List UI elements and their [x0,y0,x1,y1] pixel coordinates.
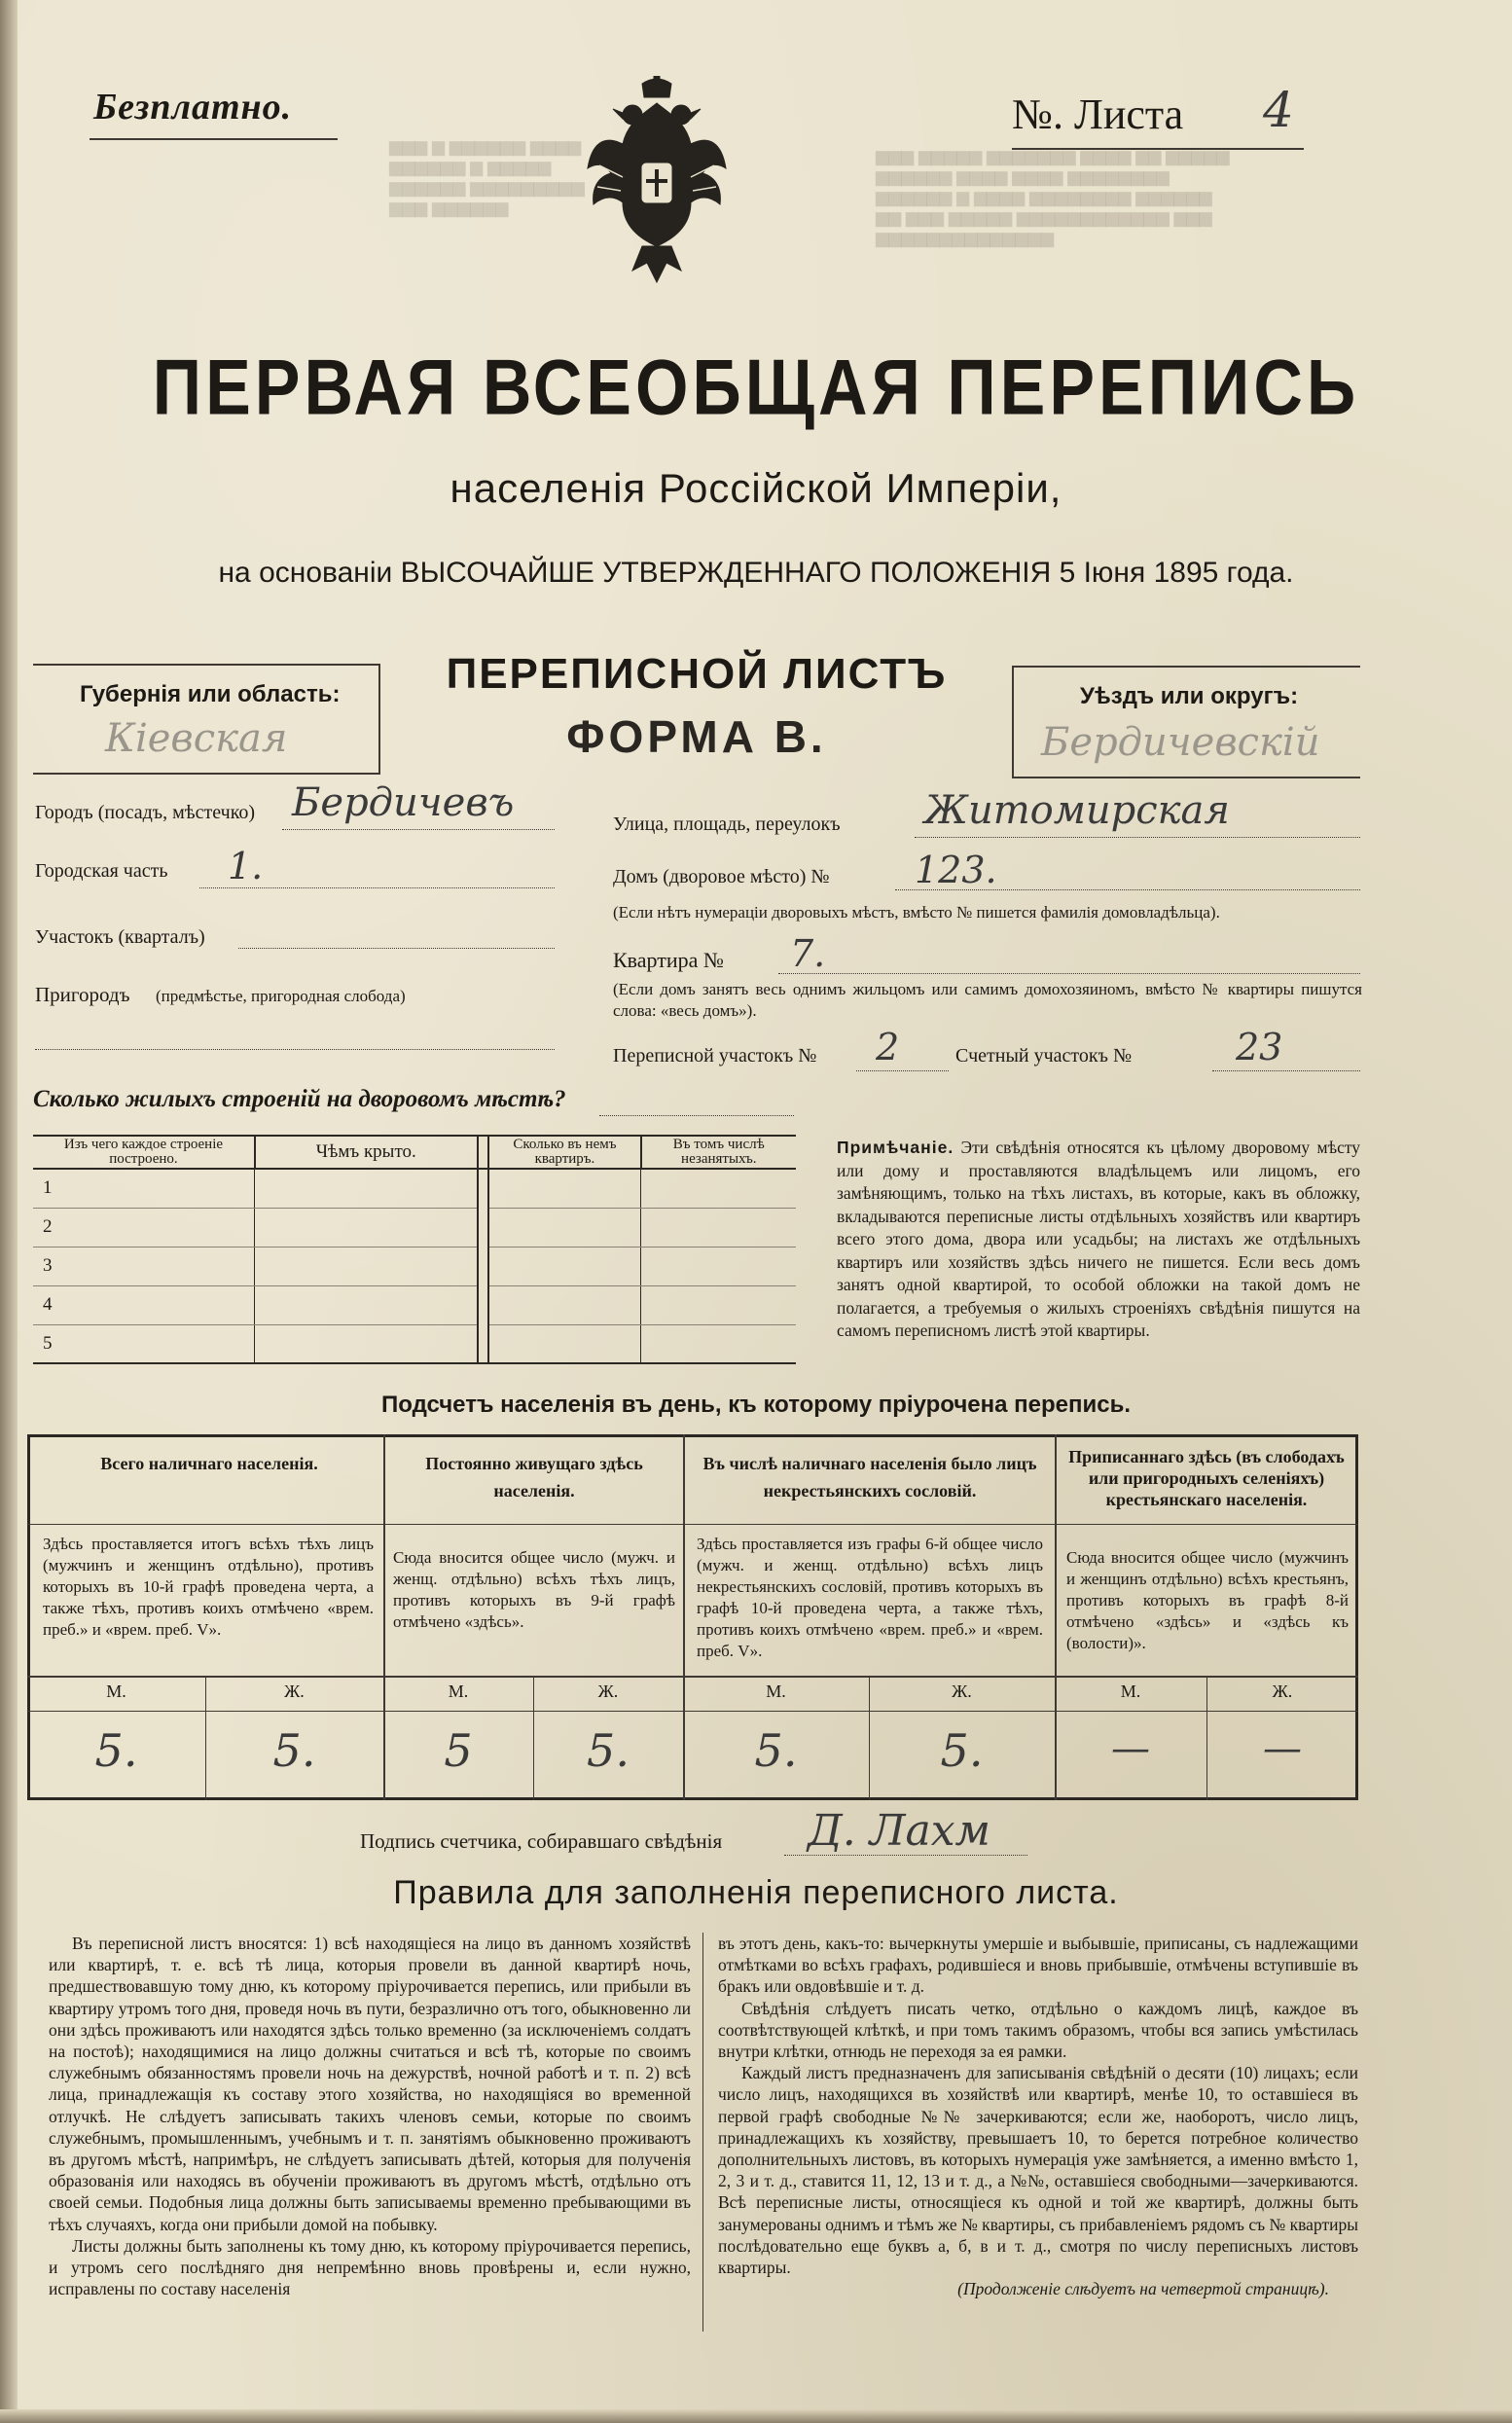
apartment-line [778,973,1360,974]
summary-col-3-male-value: 5. [754,1724,798,1777]
summary-mf-rule [27,1711,1358,1712]
apartment-label: Квартира № [613,948,724,972]
summary-col-3-female-value: 5. [940,1724,984,1777]
house-note: (Если нѣтъ нумераціи дворовыхъ мѣстъ, вмѣсто № пишется фамилія домовладѣльца). [613,903,1220,922]
summary-col-2-male-value: 5 [444,1724,473,1777]
summary-head-rule [27,1524,1358,1525]
street-value: Житомирская [924,788,1230,833]
summary-col-4-male-value: — [1111,1726,1150,1771]
rules-continued: (Продолженіе слѣдуетъ на четвертой страницѣ). [957,2279,1329,2299]
buildings-col-material: Изъ чего каждое строеніе построено. [33,1136,255,1169]
summary-col-2-female-label: Ж. [597,1682,619,1701]
buildings-row-3: 3 [33,1247,255,1285]
buildings-question: Сколько жилыхъ строеній на дворовомъ мѣстѣ? [33,1086,566,1112]
uezd-value: Бердичевскій [1041,720,1320,765]
summary-col-1-male-label: М. [106,1682,126,1701]
city-part-label: Городская часть [35,860,168,882]
suburb-note: (предмѣстье, пригородная слобода) [156,987,406,1005]
summary-col-1-male-value: 5. [94,1724,138,1777]
city-part-line [199,887,555,888]
buildings-col-apartments: Сколько въ немъ квартиръ. [488,1136,640,1169]
house-label: Домъ (дворовое мѣсто) № [613,866,830,887]
summary-col-4-head: Приписаннаго здѣсь (въ слободахъ или пригородныхъ селеніяхъ) крестьянскаго населенія. [1068,1447,1345,1509]
city-label: Городъ (посадъ, мѣстечко) [35,802,256,823]
gubernia-value: Кіевская [105,716,288,761]
buildings-col-roof: Чѣмъ крыто. [255,1136,478,1169]
summary-col-4-female-value: — [1263,1726,1302,1771]
buildings-row-2: 2 [33,1208,255,1247]
uezd-box-bottom [1012,777,1360,778]
gubernia-box-bottom [33,773,380,775]
summary-col-2-female-value: 5. [587,1724,630,1777]
summary-desc-rule [27,1676,1358,1678]
suburb-line [35,1049,555,1050]
summary-col-2-male-label: М. [448,1682,469,1701]
note-title: Примѣчаніе. [837,1138,954,1157]
census-district-line [856,1070,949,1071]
city-value: Бердичевъ [292,780,515,825]
summary-col-1-female-value: 5. [272,1724,316,1777]
sheet-number-value: 4 [1263,82,1294,138]
suburb-label: Пригородъ [35,983,130,1006]
legal-basis: на основаніи ВЫСОЧАЙШЕ УТВЕРЖДЕННАГО ПОЛОЖЕНІЯ 5 Іюня 1895 года. [218,557,1294,589]
count-district-label: Счетный участокъ № [955,1045,1133,1067]
uezd-box-top [1012,666,1360,668]
signature-line [784,1855,1027,1856]
district-line [238,948,555,949]
gubernia-label: Губернія или область: [80,681,341,707]
count-district-line [1212,1070,1360,1071]
sheet-number-label: №. Листа [1012,90,1184,138]
page-subtitle: населенія Россійской Имперіи, [450,465,1062,511]
bleed-through-text: ▆▆▆ ▆▆▆▆▆ ▆▆▆▆▆▆▆ ▆▆▆▆ ▆▆ ▆▆▆▆▆ ▆▆▆▆▆▆ ▆▆▆▆ ▆▆▆▆ ▆▆▆▆▆▆▆▆ ▆▆▆▆▆▆ ▆ ▆▆▆▆ ▆▆▆▆▆▆▆▆ ▆▆▆▆▆▆ ▆▆ ▆▆▆ ▆▆▆▆▆ ▆▆▆▆▆▆▆▆▆▆▆▆ ▆▆▆ ▆▆▆▆▆▆▆▆▆▆▆▆▆▆ [876,147,1230,247]
summary-col-1-head: Всего наличнаго населенія. [100,1454,318,1473]
summary-col-3-female-label: Ж. [952,1682,972,1701]
note-block [837,1137,1360,1343]
summary-col-2-head: Постоянно живущаго здѣсь населенія. [425,1454,643,1501]
census-district-label: Переписной участокъ № [613,1045,817,1067]
count-district-value: 23 [1236,1026,1283,1068]
summary-col-4-desc: Сюда вносится общее число (мужчинъ и женщинъ отдѣльно) всѣхъ крестьянъ, противъ которыхъ въ графѣ 8-й отмѣчено «здѣсь» и «здѣсь къ (волости)». [1066,1548,1349,1652]
signature-value: Д. Лахм [808,1806,990,1856]
sheet-number-underline [1012,148,1304,150]
city-line [282,829,555,830]
street-label: Улица, площадь, переулокъ [613,814,841,835]
city-part-value: 1. [228,845,264,887]
apartment-note: (Если домъ занятъ весь однимъ жильцомъ или самимъ домохозяиномъ, вмѣсто № квартиры пишутся слова: «весь домъ»). [613,980,1362,1020]
summary-col-3-head: Въ числѣ наличнаго населенія было лицъ некрестьянскихъ сословій. [702,1454,1037,1501]
uezd-box-left [1012,666,1014,777]
summary-col-1-female-label: Ж. [284,1682,305,1701]
buildings-row-4: 4 [33,1285,255,1324]
buildings-col-vacant: Въ томъ числѣ незанятыхъ. [641,1136,796,1169]
summary-title: Подсчетъ населенія въ день, къ которому пріурочена перепись. [381,1392,1131,1418]
summary-col-4-female-label: Ж. [1272,1682,1293,1701]
buildings-row-5: 5 [33,1324,255,1363]
summary-col-3-desc: Здѣсь проставляется изъ графы 6-й общее число (мужч. и женщ. отдѣльно) всѣхъ лицъ некрестьянскихъ сословій, противъ которыхъ въ графѣ 10-й проведена черта, а также тѣхъ, противъ коихъ отмѣчено «врем. преб.» и «врем. преб. V». [697,1535,1043,1660]
district-label: Участокъ (кварталъ) [35,926,205,948]
free-label: Безплатно. [93,87,293,127]
rules-right-paragraph-3: Каждый листъ предназначенъ для записыванія свѣдѣній о десяти (10) лицахъ; если число лицъ, находящихся въ хозяйствѣ или квартирѣ, менѣе 10, то оставшіеся въ первой графѣ свободные №№ зачеркиваются; если же, наоборотъ, число лицъ, принадлежащихъ къ хозяйству, превышаетъ 10, то берется потребное количество дополнительныхъ листовъ, въ которыхъ нумерація уже замѣняется, а именно вмѣсто 1, 2, 3 и т. д., ставится 11, 12, 13 и т. д., а №№, оставшіеся свободными—зачеркиваются. Всѣ переписные листы, относящіеся къ одной и той же квартирѣ, должны быть занумерованы однимъ и тѣмъ же № квартиры, съ прибавленіемъ рядомъ съ № квартиры послѣдовательно еще буквъ а, б, в и т. д., смотря по числу переписныхъ листовъ квартиры. [718,2063,1358,2278]
page-title: ПЕРВАЯ ВСЕОБЩАЯ ПЕРЕПИСЬ [152,344,1360,431]
paper-edge-bottom [0,2409,1512,2423]
summary-col-2-desc: Сюда вносится общее число (мужч. и женщ. отдѣльно) всѣхъ тѣхъ лицъ, противъ которыхъ въ 9-й графѣ отмѣчено «здѣсь». [393,1548,675,1631]
bleed-through-text-2: ▆▆▆ ▆ ▆▆▆▆▆▆ ▆▆▆▆ ▆▆▆▆▆▆ ▆ ▆▆▆▆▆ ▆▆▆▆▆▆ ▆▆▆▆▆▆▆▆▆ ▆▆▆ ▆▆▆▆▆▆ [389,137,585,217]
rules-right-paragraph-2: Свѣдѣнія слѣдуетъ писать четко, отдѣльно о каждомъ лицѣ, каждое въ соотвѣтствующей клѣткѣ, и при томъ такимъ образомъ, чтобы вся запись умѣстилась внутри клѣтки, отнюдь не переходя за ея рамки. [718,1998,1358,2062]
rules-left-paragraph-2: Листы должны быть заполнены къ тому дню, къ которому пріурочивается перепись, и утромъ сего послѣдняго дня непремѣнно вновь провѣрены и, если нужно, исправлены по составу населенія [49,2235,691,2299]
summary-col-3-male-label: М. [766,1682,786,1701]
form-name: ФОРМА В. [566,711,827,762]
rules-right-column [718,1933,1358,2299]
signature-label: Подпись счетчика, собиравшаго свѣдѣнія [360,1829,723,1853]
buildings-table [33,1135,796,1364]
form-heading: ПЕРЕПИСНОЙ ЛИСТЪ [446,650,948,698]
rules-column-divider [702,1933,703,2332]
apartment-value: 7. [790,932,826,975]
summary-col-1-desc: Здѣсь проставляется итогъ всѣхъ тѣхъ лицъ (мужчинъ и женщинъ отдѣльно), противъ которыхъ въ 10-й графѣ проведена черта, а также тѣхъ, противъ коихъ отмѣчено «врем. преб.» и «врем. преб. V». [43,1535,374,1639]
street-line [915,837,1360,838]
house-value: 123. [915,849,997,891]
census-district-value: 2 [876,1026,900,1068]
rules-left-paragraph-1: Въ переписной листъ вносятся: 1) всѣ находящіеся на лицо въ данномъ хозяйствѣ или квартирѣ, т. е. всѣ тѣ лица, которыя провели въ данной квартирѣ ночь, предшествовавшую тому дню, къ которому пріурочивается перепись, или прибыли въ квартиру утромъ того дня, проведя ночь въ пути, безразлично отъ того, обыкновенно ли они здѣсь проживаютъ или находятся здѣсь только временно (за исключеніемъ солдатъ на постоѣ); находящимися на лицо должны считаться и всѣ тѣ, которые по своимъ служебнымъ обязанностямъ провели ночь на дежурствѣ, ночной работѣ и т. п. 2) всѣ лица, принадлежащія къ составу этого хозяйства, но находящіяся во временной отлучкѣ. Не слѣдуетъ записывать такихъ членовъ семьи, которые по своимъ служебнымъ, промышленнымъ, учебнымъ и т. п. занятіямъ обыкновенно проживаютъ въ другомъ мѣстѣ, напримѣръ, не слѣдуетъ записывать дѣтей, которыя для полученія образованія или находясь въ обученіи проживаютъ въ другомъ мѣстѣ, отдѣльно отъ своей семьи. Подобныя лица должны быть записываемы временно пребывающими въ тѣхъ случаяхъ, когда они прибыли домой на побывку. [49,1934,691,2234]
rules-left-column [49,1933,691,2299]
buildings-row-1: 1 [33,1169,255,1208]
rules-title: Правила для заполненія переписного листа. [393,1874,1119,1911]
free-label-underline [90,138,338,140]
uezd-label: Уѣздъ или округъ: [1080,683,1299,709]
rules-right-paragraph-1: въ этотъ день, какъ-то: вычеркнуты умершіе и выбывшіе, приписаны, съ надлежащими отмѣтками во всѣхъ графахъ, родившіеся и вновь прибывшіе, отмѣчены вступившіе въ бракъ или овдовѣвшіе и т. д. [718,1934,1358,1997]
note-text: Эти свѣдѣнія относятся къ цѣлому дворовому мѣсту или дому и проставляются владѣльцемъ или лицомъ, его замѣняющимъ, только на тѣхъ листахъ, въ которые, какъ въ обложку, вкладываются переписные листы отдѣльныхъ хозяйствъ или квартиръ всего этого дома, двора или усадьбы; на листахъ же отдѣльныхъ квартиръ или хозяйствъ здѣсь ничего не пишется. Если весь домъ занятъ одной квартирой, то особой обложки на такой домъ не полагается, а требуемыя о жилыхъ строеніяхъ свѣдѣнія пишутся на самомъ переписномъ листѣ этой квартиры. [837,1138,1361,1340]
house-line [895,889,1360,890]
double-headed-eagle-icon [584,76,730,285]
gubernia-box-top [33,664,378,666]
buildings-question-line [599,1115,794,1116]
summary-col-4-male-label: М. [1120,1682,1141,1701]
